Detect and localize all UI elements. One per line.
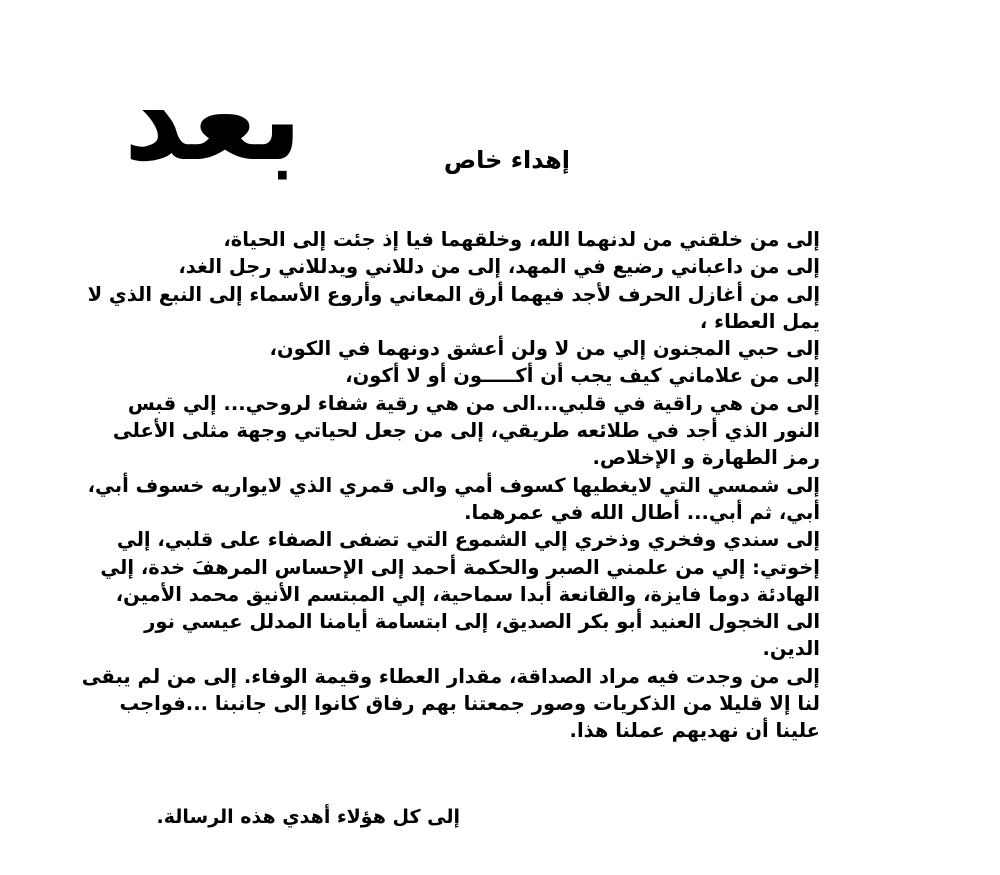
decorative-title: بعد bbox=[123, 49, 303, 187]
paragraph: إلى من علاماني كيف يجب أن أكـــــون أو لا أكون، bbox=[345, 364, 820, 388]
paragraph: إلى من أغازل الحرف لأجد فيهما أرق المعاني وأروع الأسماء إلى النبع الذي لا يمل العطاء ، bbox=[87, 282, 820, 333]
paragraph: إلى شمسي التي لايغطيها كسوف أمي والى قمري الذي لايواريه خسوف أبي، أبي، ثم أبي... أطال الله في عمرهما. bbox=[87, 473, 820, 524]
paragraph: إلى من خلقني من لدنهما الله، وخلقهما فيا إذ جئت إلى الحياة، bbox=[223, 228, 820, 251]
page-title: إهداء خاص bbox=[443, 146, 570, 174]
paragraph: إلى من هي راقية في قلبي...الى من هي رقية شفاء لروحي... إلي قبس النور الذي أجد في طلائعه طريقي، إلى من جعل لحياتي وجهة مثلى الأعلى رمز الطهارة و الإخلاص. bbox=[112, 391, 820, 470]
paragraph: إلى حبي المجنون إلي من لا ولن أعشق دونهما في الكون، bbox=[269, 337, 820, 361]
paragraph: إلى سندي وفخري وذخري إلي الشموع التي تضفى الصفاء على قلبي، إلي إخوتي: إلي من علمني الصبر والحكمة أحمد إلى الإحساس المرهفَ خدة، إلي الهادئة دوما فايزة، والقانعة أبدا سماحية، إلي المبتسم الأنيق محمد الأمين، الى الخجول العنيد أبو بكر الصديق، إلى ابتسامة أيامنا المدلل عيسي نور الدين. bbox=[100, 528, 820, 661]
closing-line: إلى كل هؤلاء أهدي هذه الرسالة. bbox=[156, 806, 460, 828]
paragraph: إلى من وجدت فيه مراد الصداقة، مقدار العطاء وقيمة الوفاء. إلى من لم يبقى لنا إلا قليلا من الذكريات وصور جمعتنا بهم رفاق كانوا إلى جانبنا ...فواجب علينا أن نهديهم عملنا هذا. bbox=[81, 664, 820, 743]
dedication-body bbox=[80, 226, 820, 745]
paragraph: إلى من داعباني رضيع في المهد، إلى من دللاني ويدللاني رجل الغد، bbox=[178, 255, 820, 279]
